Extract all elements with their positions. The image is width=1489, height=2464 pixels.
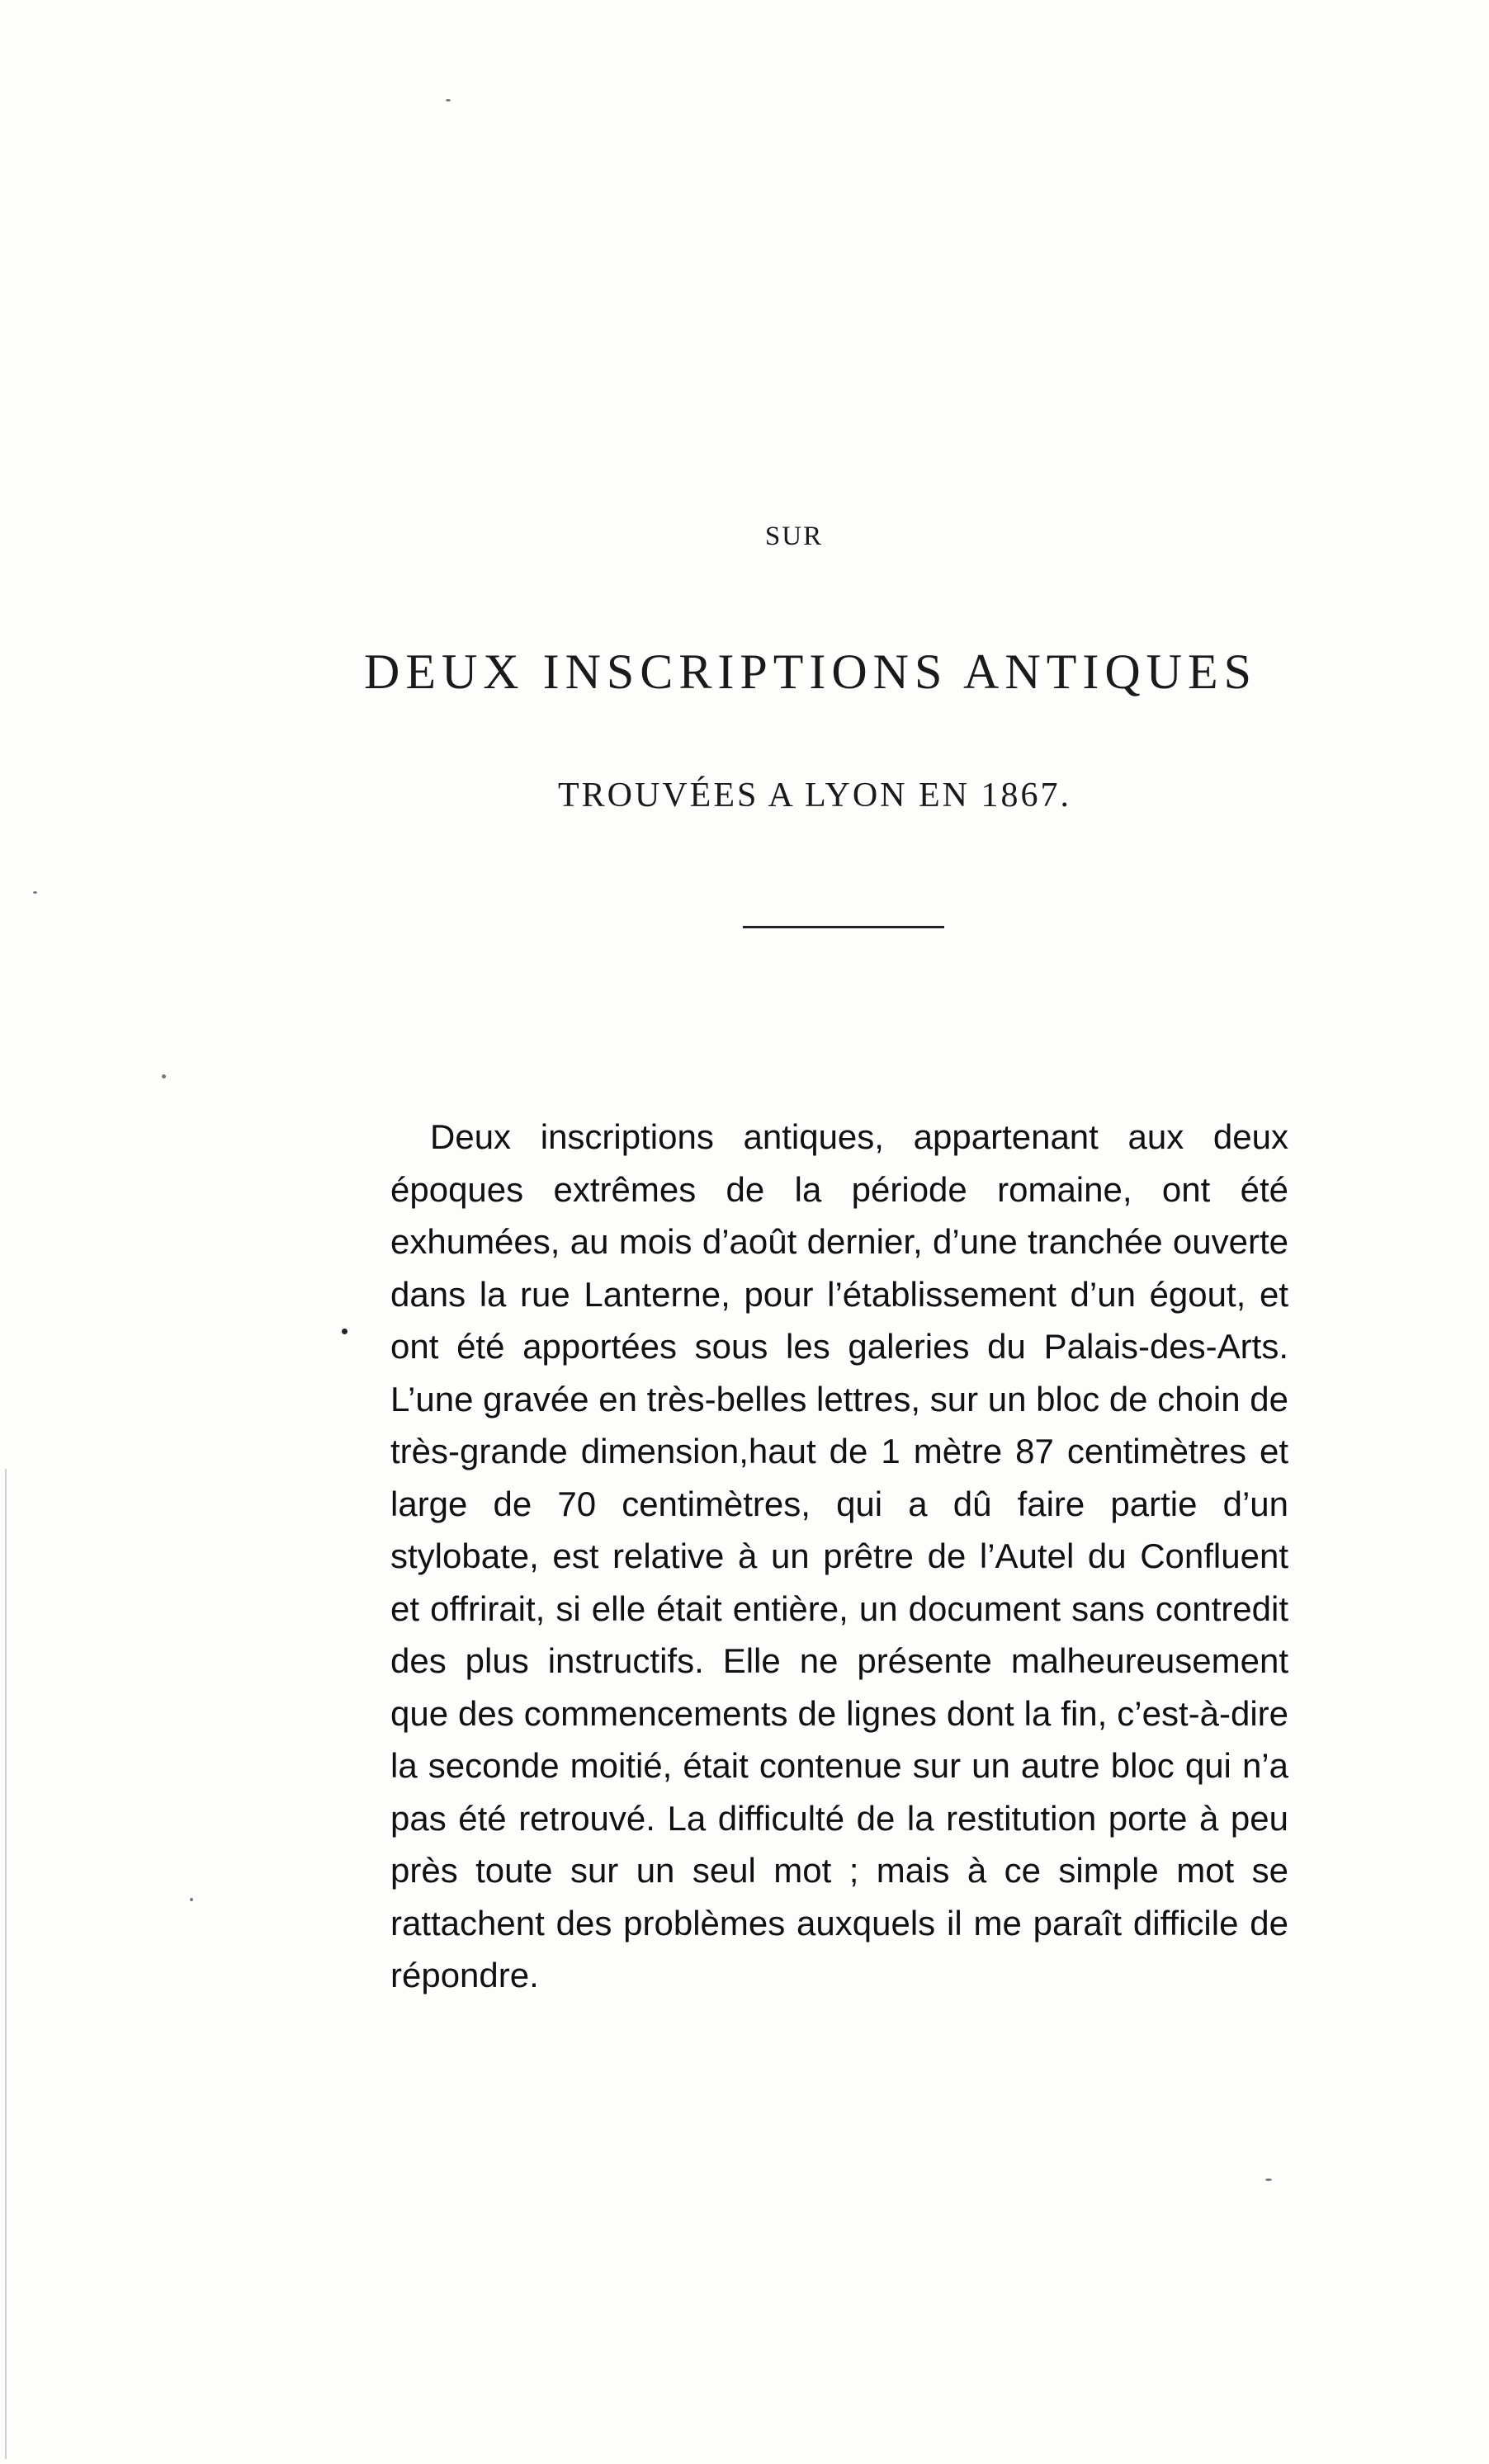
scan-speck [33,891,37,894]
page-title: DEUX INSCRIPTIONS ANTIQUES [363,644,1258,699]
scan-speck [446,99,451,101]
title-kicker: SUR [764,522,824,551]
body-paragraph: Deux inscriptions antiques, appartenant aux deux époques extrêmes de la période romaine, ont été exhumées, au mois d’août dernier, d’une tranchée ouverte dans la rue Lanterne, pour l’établissement d’un égout, et ont été apportées sous les galeries du Palais-des-Arts. L’une gravée en très-belles lettres, sur un bloc de choin de très-grande dimension,haut de 1 mètre 87 centimètres et large de 70 centimètres, qui a dû faire partie d’un stylobate, est relative à un prêtre de l’Autel du Confluent et offrirait, si elle était entière, un document sans contredit des plus instructifs. Elle ne présente malheureusement que des commencements de lignes dont la fin, c’est-à-dire la seconde moitié, était contenue sur un autre bloc qui n’a pas été retrouvé. La difficulté de la restitution porte à peu près toute sur un seul mot ; mais à ce simple mot se rattachent des problèmes auxquels il me paraît difficile de répondre. [390,1117,1289,1994]
scan-speck [342,1329,347,1334]
page-subtitle: TROUVÉES A LYON EN 1867. [558,776,1071,814]
section-divider [743,926,944,928]
scan-speck [162,1074,166,1079]
scan-speck [190,1898,193,1901]
scan-speck [1265,2178,1272,2181]
scan-edge-line [5,1469,7,2459]
